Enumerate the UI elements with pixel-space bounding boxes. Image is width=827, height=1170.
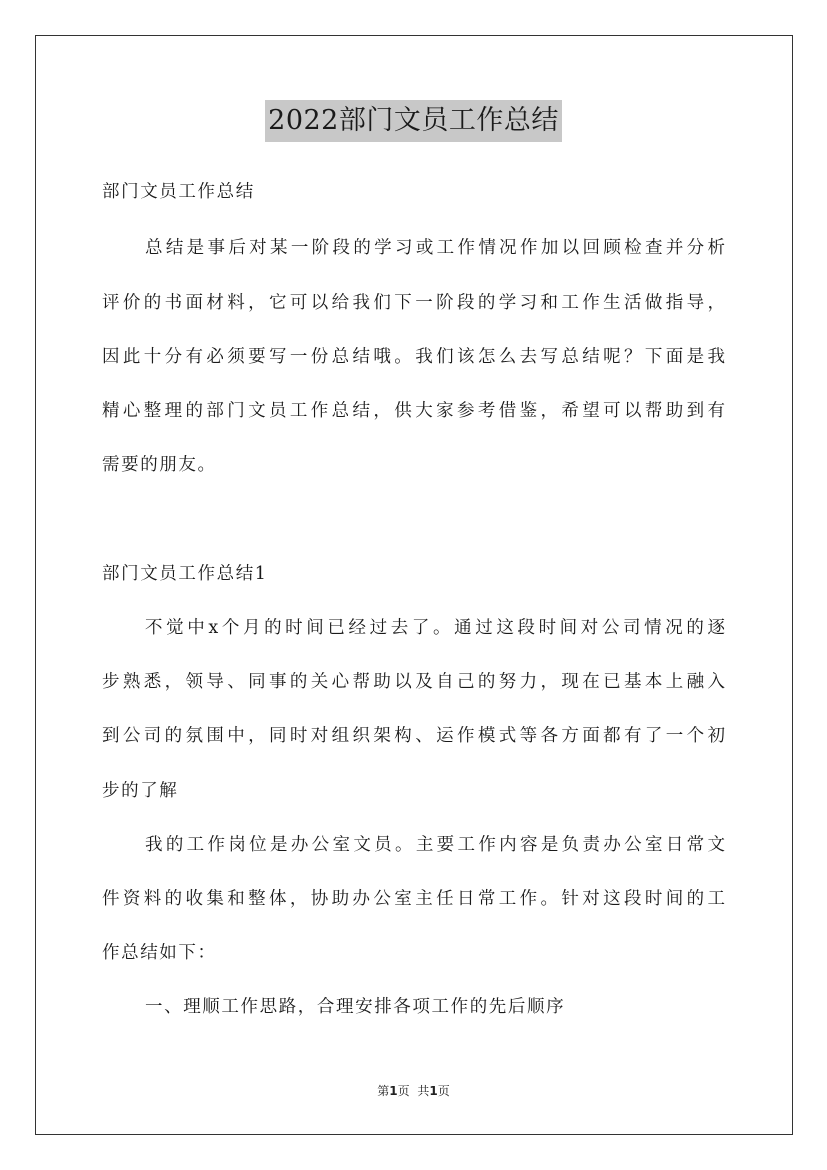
section-heading: 部门文员工作总结1 xyxy=(102,564,268,584)
para2-line-1: 我的工作岗位是办公室文员。主要工作内容是负责办公室日常文 xyxy=(145,835,725,855)
point-1: 一、理顺工作思路，合理安排各项工作的先后顺序 xyxy=(145,997,566,1017)
para1-line-1: 不觉中x个月的时间已经过去了。通过这段时间对公司情况的逐 xyxy=(145,618,725,638)
total-prefix: 共 xyxy=(417,1084,430,1098)
para1-line-2: 步熟悉，领导、同事的关心帮助以及自己的努力，现在已基本上融入 xyxy=(102,672,725,692)
page-suffix: 页 xyxy=(397,1084,410,1098)
total-suffix: 页 xyxy=(437,1084,450,1098)
page-prefix: 第 xyxy=(377,1084,390,1098)
page-number: 1 xyxy=(389,1084,398,1098)
document-subtitle: 部门文员工作总结 xyxy=(102,182,255,202)
title-container xyxy=(0,100,827,142)
para1-line-3: 到公司的氛围中，同时对组织架构、运作模式等各方面都有了一个初 xyxy=(102,726,725,746)
intro-line-4: 精心整理的部门文员工作总结，供大家参考借鉴，希望可以帮助到有 xyxy=(102,401,725,421)
para2-line-3: 作总结如下： xyxy=(102,943,217,963)
page-footer xyxy=(0,1083,827,1099)
intro-line-5: 需要的朋友。 xyxy=(102,455,217,475)
para2-line-2: 件资料的收集和整体，协助办公室主任日常工作。针对这段时间的工 xyxy=(102,889,725,909)
intro-line-3: 因此十分有必须要写一份总结哦。我们该怎么去写总结呢？下面是我 xyxy=(102,347,725,367)
total-number: 1 xyxy=(429,1084,438,1098)
intro-line-1: 总结是事后对某一阶段的学习或工作情况作加以回顾检查并分析 xyxy=(145,238,725,258)
document-title: 2022部门文员工作总结 xyxy=(265,100,562,142)
intro-line-2: 评价的书面材料，它可以给我们下一阶段的学习和工作生活做指导， xyxy=(102,293,725,313)
para1-line-4: 步的了解 xyxy=(102,781,179,801)
